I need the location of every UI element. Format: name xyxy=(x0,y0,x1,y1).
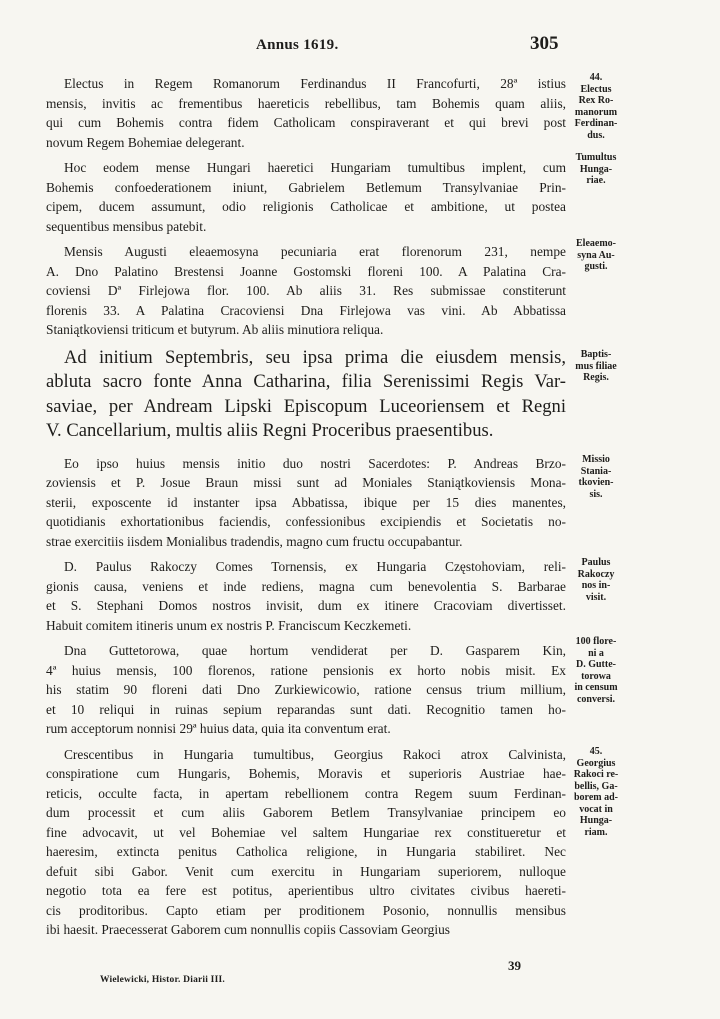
text-line: D. Paulus Rakoczy Comes Tornensis, ex Hungaria Częstohoviam, reli- xyxy=(64,559,566,574)
text-line: A. Dno Palatino Brestensi Joanne Gostomski floreni 100. A Palatina Cra- xyxy=(46,263,566,279)
margin-note-line: Hunga- xyxy=(579,163,613,175)
margin-note-line: syna Au- xyxy=(577,249,615,261)
margin-note-line: sis. xyxy=(589,488,603,500)
text-line: his statim 90 floreni dati Dno Zurkiewicowio, ratione census trium millium, xyxy=(46,682,566,697)
text-line: V. Cancellarium, multis aliis Regni Proceribus praesentibus. xyxy=(46,420,494,441)
text-line: negotio tota ea fere est potitus, aperientibus ultro civitates civibus haereti- xyxy=(46,883,566,898)
margin-note-line: Georgius xyxy=(576,757,616,769)
margin-note-line: dus. xyxy=(587,129,605,141)
margin-note-line: 100 flore- xyxy=(575,636,617,647)
margin-note-line: Rex Ro- xyxy=(578,95,614,106)
text-line: et 10 reliqui in ruinas sepium reparandas sunt dati. Recognitio tamen ho- xyxy=(46,701,566,717)
margin-note-line: Stania- xyxy=(580,465,612,477)
text-line: mensis, invitis ac frementibus haereticis rebellibus, tam Bohemis quam aliis, xyxy=(46,95,566,111)
paragraph xyxy=(46,242,566,340)
text-line: Ad initium Septembris, seu ipsa prima die eiusdem mensis, xyxy=(64,346,566,368)
margin-note xyxy=(566,636,626,705)
text-line: Mensis Augusti eleaemosyna pecuniaria erat florenorum 231, nempe xyxy=(64,244,566,259)
margin-note-line: 45. xyxy=(589,746,603,757)
margin-note-line: D. Gutte- xyxy=(576,659,616,670)
margin-note-line: borem ad- xyxy=(574,792,618,803)
text-line: qui cum Bohemis contra fidem Catholicam conspiraverant et qui brevi post xyxy=(46,115,566,130)
margin-note xyxy=(566,152,626,187)
running-header: Annus 1619. xyxy=(256,37,339,53)
paragraph xyxy=(46,641,566,739)
text-line: abluta sacro fonte Anna Catharina, filia Serenissimi Regis Var- xyxy=(46,371,566,392)
text-line: Crescentibus in Hungaria tumultibus, Georgius Rakoci atrox Calvinista, xyxy=(64,746,566,762)
margin-note-line: Paulus xyxy=(581,557,611,568)
margin-note-line: Tumultus xyxy=(575,152,617,163)
margin-note xyxy=(566,238,626,273)
text-line: haeresim, extincta penitus Catholica religione, in Hungaria stabiliret. Nec xyxy=(46,844,566,859)
text-line: saviae, per Andream Lipski Episcopum Luceoriensem et Regni xyxy=(46,395,566,417)
text-line: ibi haesit. Praecesserat Gaborem cum nonnullis copiis Cassoviam Georgius xyxy=(46,922,450,937)
margin-note-line: Electus xyxy=(580,83,612,95)
margin-note-line: Eleaemo- xyxy=(576,238,616,249)
signature-mark: 39 xyxy=(508,958,521,973)
margin-note-line: Rakoczy xyxy=(577,568,615,580)
text-line: defuit sibi Gabor. Venit cum exercitu in Hungariam superiorem, nulloque xyxy=(46,863,566,879)
text-line: Habuit comitem itineris unum ex nostris P. Franciscum Keczkemeti. xyxy=(46,617,412,633)
footer-source: Wielewicki, Histor. Diarii III. xyxy=(100,975,225,985)
text-line: Bohemis confoederationem iniunt, Gabrielem Betlemum Transylvaniae Prin- xyxy=(46,179,566,195)
margin-note-line: vocat in xyxy=(579,803,613,815)
paragraph xyxy=(46,745,566,940)
margin-note-line: Regis. xyxy=(583,372,609,383)
text-line: Staniątkoviensi triticum et butyrum. Ab aliis minutiora reliqua. xyxy=(46,322,384,337)
page-number: 305 xyxy=(530,33,559,54)
margin-note xyxy=(566,557,626,603)
margin-note-line: riae. xyxy=(586,175,606,186)
margin-note-line: Hunga- xyxy=(579,815,613,826)
margin-note-line: in censum xyxy=(574,682,618,693)
margin-note-line: visit. xyxy=(585,591,607,603)
margin-note-line: 44. xyxy=(589,72,603,83)
text-line: et S. Stephani Domos nostros invisit, dum ex itinere Cracoviam divertisset. xyxy=(46,598,566,613)
margin-note-line: Rakoci re- xyxy=(573,769,619,780)
body-text xyxy=(46,74,566,946)
text-line: sequentibus mensibus patebit. xyxy=(46,218,207,234)
text-line: coviensi Dª Firlejowa flor. 100. Ab aliis 31. Res submissae constiterunt xyxy=(46,283,566,298)
margin-note-line: gusti. xyxy=(584,261,608,272)
margin-note xyxy=(566,454,626,500)
text-line: cis proditoribus. Capto etiam per proditionem Posonio, nonnullis mensibus xyxy=(46,902,566,918)
text-line: reticis, occulte facta, in apertam rebellionem contra Regem suum Ferdinan- xyxy=(46,785,566,801)
margin-note-line: Missio xyxy=(582,454,610,465)
margin-note-line: conversi. xyxy=(576,693,616,705)
text-line: novum Regem Bohemiae delegerant. xyxy=(46,134,245,150)
text-line: Electus in Regem Romanorum Ferdinandus II Francofurti, 28ª istius xyxy=(64,76,566,91)
text-line: quotidianis exhortationibus faciendis, confessionibus excipiendis et Societatis no- xyxy=(46,514,566,529)
text-line: Dna Guttetorowa, quae hortum vendiderat per D. Gasparem Kin, xyxy=(64,643,566,658)
text-line: fine advocavit, ut vel Bohemiae vel saltem Hungariae rex constitueretur et xyxy=(46,824,566,840)
text-line: gionis causa, veniens et inde rediens, magna cum benevolentia S. Barbarae xyxy=(46,578,566,594)
text-line: Eo ipso huius mensis initio duo nostri Sacerdotes: P. Andreas Brzo- xyxy=(64,455,566,471)
paragraph xyxy=(46,346,566,444)
margin-note-line: riam. xyxy=(584,826,608,838)
text-line: sterii, exposcente id instanter ipsa Abbatissa, ibique per 15 dies manentes, xyxy=(46,494,566,510)
margin-note-line: nos in- xyxy=(581,580,611,591)
text-line: Hoc eodem mense Hungari haeretici Hungariam tumultibus implent, cum xyxy=(64,160,566,175)
margin-note-line: mus filiae xyxy=(575,360,617,372)
text-line: dum processit et cum aliis Gaborem Betlem Transylvaniae principem eo xyxy=(46,805,566,820)
text-line: 4ª huius mensis, 100 florenos, ratione pensionis ex horto nobis misit. Ex xyxy=(46,662,566,678)
margin-note xyxy=(566,72,626,141)
margin-note-line: tkovien- xyxy=(578,477,614,488)
text-line: zoviensis et P. Josue Braun missi sunt ad Moniales Staniątkoviensis Mona- xyxy=(46,475,566,490)
margin-note xyxy=(566,746,626,838)
text-line: strae exercitiis iisdem Monialibus tradendis, magno cum fructu occupabantur. xyxy=(46,533,463,549)
margin-note-line: ni a xyxy=(588,647,604,659)
paragraph xyxy=(46,74,566,152)
paragraph xyxy=(46,454,566,552)
text-line: cipem, ducem assumunt, odio religionis Catholicae et ambitione, ut postea xyxy=(46,199,566,214)
paragraph xyxy=(46,557,566,635)
margin-note-line: Ferdinan- xyxy=(574,118,618,129)
paragraph xyxy=(46,158,566,236)
margin-note-line: manorum xyxy=(574,106,618,118)
margin-note-line: torowa xyxy=(581,670,611,682)
margin-note-line: bellis, Ga- xyxy=(574,780,618,792)
text-line: rum acceptorum nonnisi 29ª huius data, quia ita conventum erat. xyxy=(46,721,391,736)
text-line: florenis 33. A Palatina Cracoviensi Dna Firlejowa vas vini. Ab Abbatissa xyxy=(46,302,566,318)
text-line: conspiratione cum Hungaris, Bohemis, Moravis et superioris Austriae hae- xyxy=(46,766,566,781)
margin-note-line: Baptis- xyxy=(580,349,612,360)
margin-note xyxy=(566,349,626,384)
